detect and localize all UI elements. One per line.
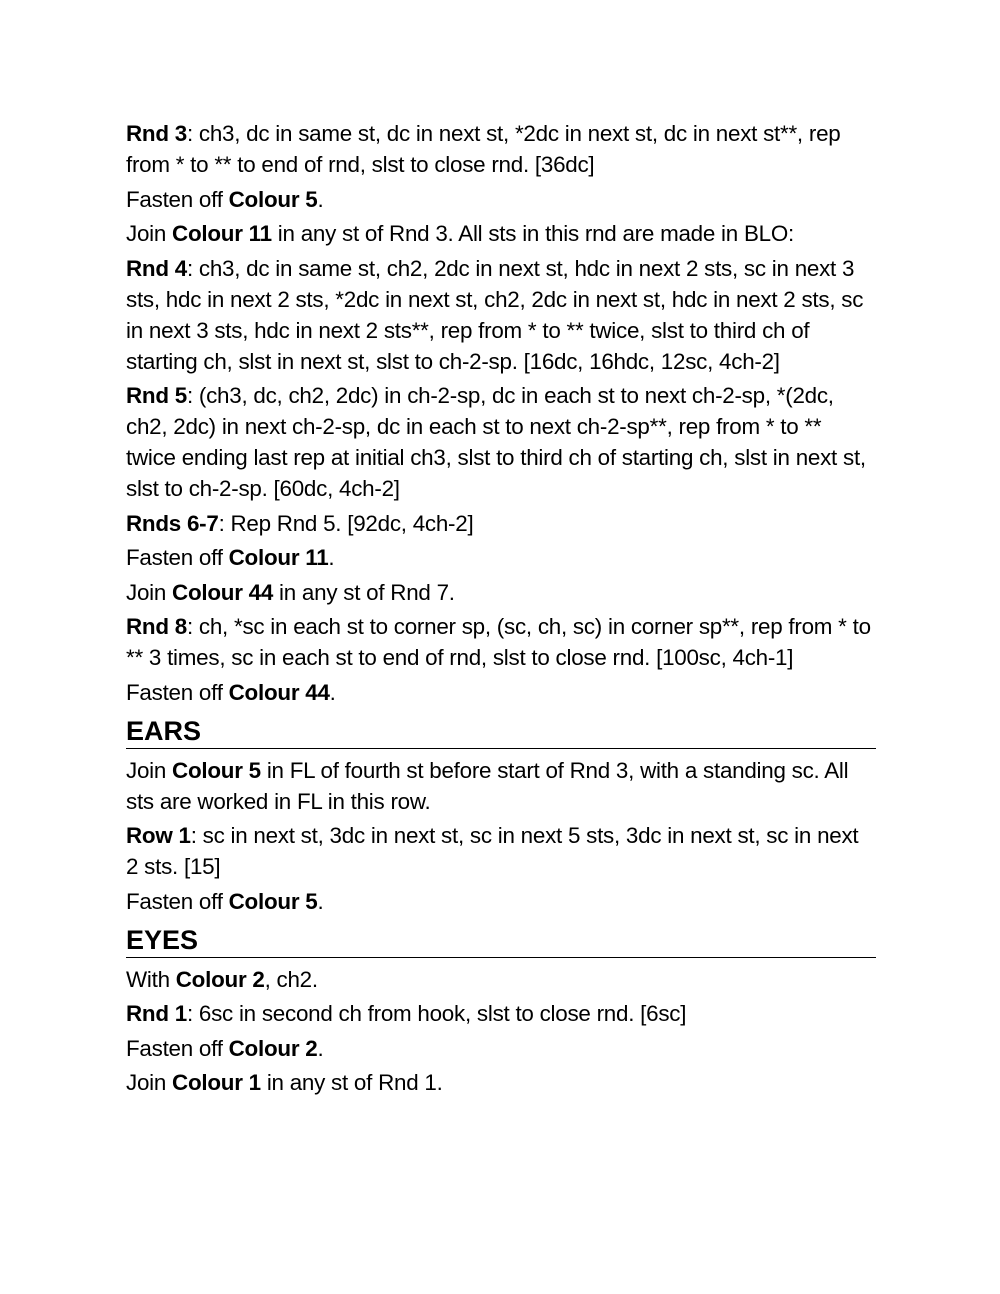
instruction-fasten-off-c5-a	[126, 184, 876, 215]
instruction-text: : ch3, dc in same st, ch2, 2dc in next st, hdc in next 2 sts, sc in next 3 sts, hdc in next 2 sts, *2dc in next st, ch2, 2dc in next st, hdc in next 2 sts, sc in next 3 sts, hdc in next 2 sts**, rep from * to ** twice, slst to third ch of starting ch, slst in next st, slst to ch-2-sp. [16dc, 16hdc, 12sc, 4ch-2]	[126, 255, 864, 374]
eyes-instructions	[126, 964, 876, 1099]
bold-term: Colour 2	[228, 1035, 318, 1061]
instruction-text: .	[317, 1035, 324, 1061]
instruction-fasten-off-c44	[126, 677, 876, 708]
instruction-text: : (ch3, dc, ch2, 2dc) in ch-2-sp, dc in each st to next ch-2-sp, *(2dc, ch2, 2dc) in next ch-2-sp, dc in each st to next ch-2-sp**, rep from * to ** twice ending last rep at initial ch3, slst to third ch of starting ch, slst in next st, slst to ch-2-sp. [60dc, 4ch-2]	[126, 383, 866, 501]
instruction-text: Fasten off	[126, 888, 229, 914]
instruction-row1	[126, 820, 876, 882]
instruction-text: Join	[126, 579, 173, 605]
instruction-text: in any st of Rnd 3. All sts in this rnd are made in BLO:	[271, 221, 794, 246]
instruction-text: Join	[126, 1070, 173, 1095]
instruction-rnds6-7	[126, 508, 876, 539]
eyes-heading: EYES	[126, 925, 876, 958]
instruction-join-c5	[126, 755, 876, 817]
instruction-eyes-rnd1	[126, 998, 876, 1029]
instruction-rnd8	[126, 611, 876, 673]
bold-term: Rnd 8	[126, 614, 187, 639]
instruction-join-c11	[126, 218, 876, 249]
bold-term: Rnd 5	[126, 383, 187, 408]
instruction-join-c1	[126, 1067, 876, 1098]
instruction-text: : 6sc in second ch from hook, slst to close rnd. [6sc]	[186, 1001, 687, 1026]
instruction-join-c44	[126, 577, 876, 608]
instruction-text: Fasten off	[126, 545, 229, 570]
bold-term: Row 1	[126, 823, 191, 848]
bold-term: Colour 2	[175, 966, 265, 992]
instruction-text: .	[317, 186, 324, 212]
instructions-block	[126, 118, 876, 708]
instruction-text: Fasten off	[126, 1035, 229, 1061]
instruction-text: : ch, *sc in each st to corner sp, (sc, ch, sc) in corner sp**, rep from * to ** 3 times, sc in each st to end of rnd, slst to close rnd. [100sc, 4ch-1]	[126, 614, 871, 670]
instruction-text: in any st of Rnd 1.	[260, 1070, 443, 1095]
instruction-text: : ch3, dc in same st, dc in next st, *2dc in next st, dc in next st**, rep from * to ** to end of rnd, slst to close rnd. [36dc]	[126, 121, 841, 177]
instruction-fasten-off-c11	[126, 542, 876, 573]
bold-term: Colour 1	[172, 1070, 261, 1095]
bold-term: Colour 5	[228, 888, 318, 914]
instruction-text: Join	[126, 757, 173, 783]
instruction-text: : sc in next st, 3dc in next st, sc in next 5 sts, 3dc in next st, sc in next 2 sts. [15]	[126, 823, 859, 879]
instruction-fasten-off-c2	[126, 1033, 876, 1064]
instruction-text: .	[317, 888, 324, 914]
instruction-text: in FL of fourth st before start of Rnd 3, with a standing sc. All sts are worked in FL in this row.	[126, 757, 849, 814]
instruction-text: With	[126, 966, 176, 992]
bold-term: Rnds 6-7	[126, 510, 219, 536]
instruction-rnd5	[126, 380, 876, 504]
bold-term: Rnd 4	[126, 255, 187, 281]
ears-heading: EARS	[126, 716, 876, 749]
instruction-text: .	[329, 679, 336, 705]
ears-instructions	[126, 755, 876, 917]
instruction-rnd4	[126, 253, 876, 377]
instruction-rnd3	[126, 118, 876, 180]
bold-term: Colour 44	[172, 579, 274, 605]
bold-term: Rnd 1	[126, 1001, 187, 1026]
bold-term: Colour 11	[172, 221, 272, 246]
instruction-text: Fasten off	[126, 186, 229, 212]
instruction-text: : Rep Rnd 5. [92dc, 4ch-2]	[218, 510, 474, 536]
bold-term: Colour 5	[228, 186, 318, 212]
instruction-text: , ch2.	[264, 966, 318, 992]
instruction-text: Fasten off	[126, 679, 229, 705]
bold-term: Colour 5	[172, 757, 261, 783]
bold-term: Colour 44	[228, 679, 330, 705]
instruction-text: .	[328, 545, 335, 570]
instruction-text: in any st of Rnd 7.	[273, 579, 455, 605]
bold-term: Colour 11	[228, 545, 329, 570]
instruction-fasten-off-c5-b	[126, 886, 876, 917]
pattern-page	[126, 118, 876, 1102]
bold-term: Rnd 3	[126, 121, 187, 146]
instruction-text: Join	[126, 221, 173, 246]
instruction-with-c2	[126, 964, 876, 995]
